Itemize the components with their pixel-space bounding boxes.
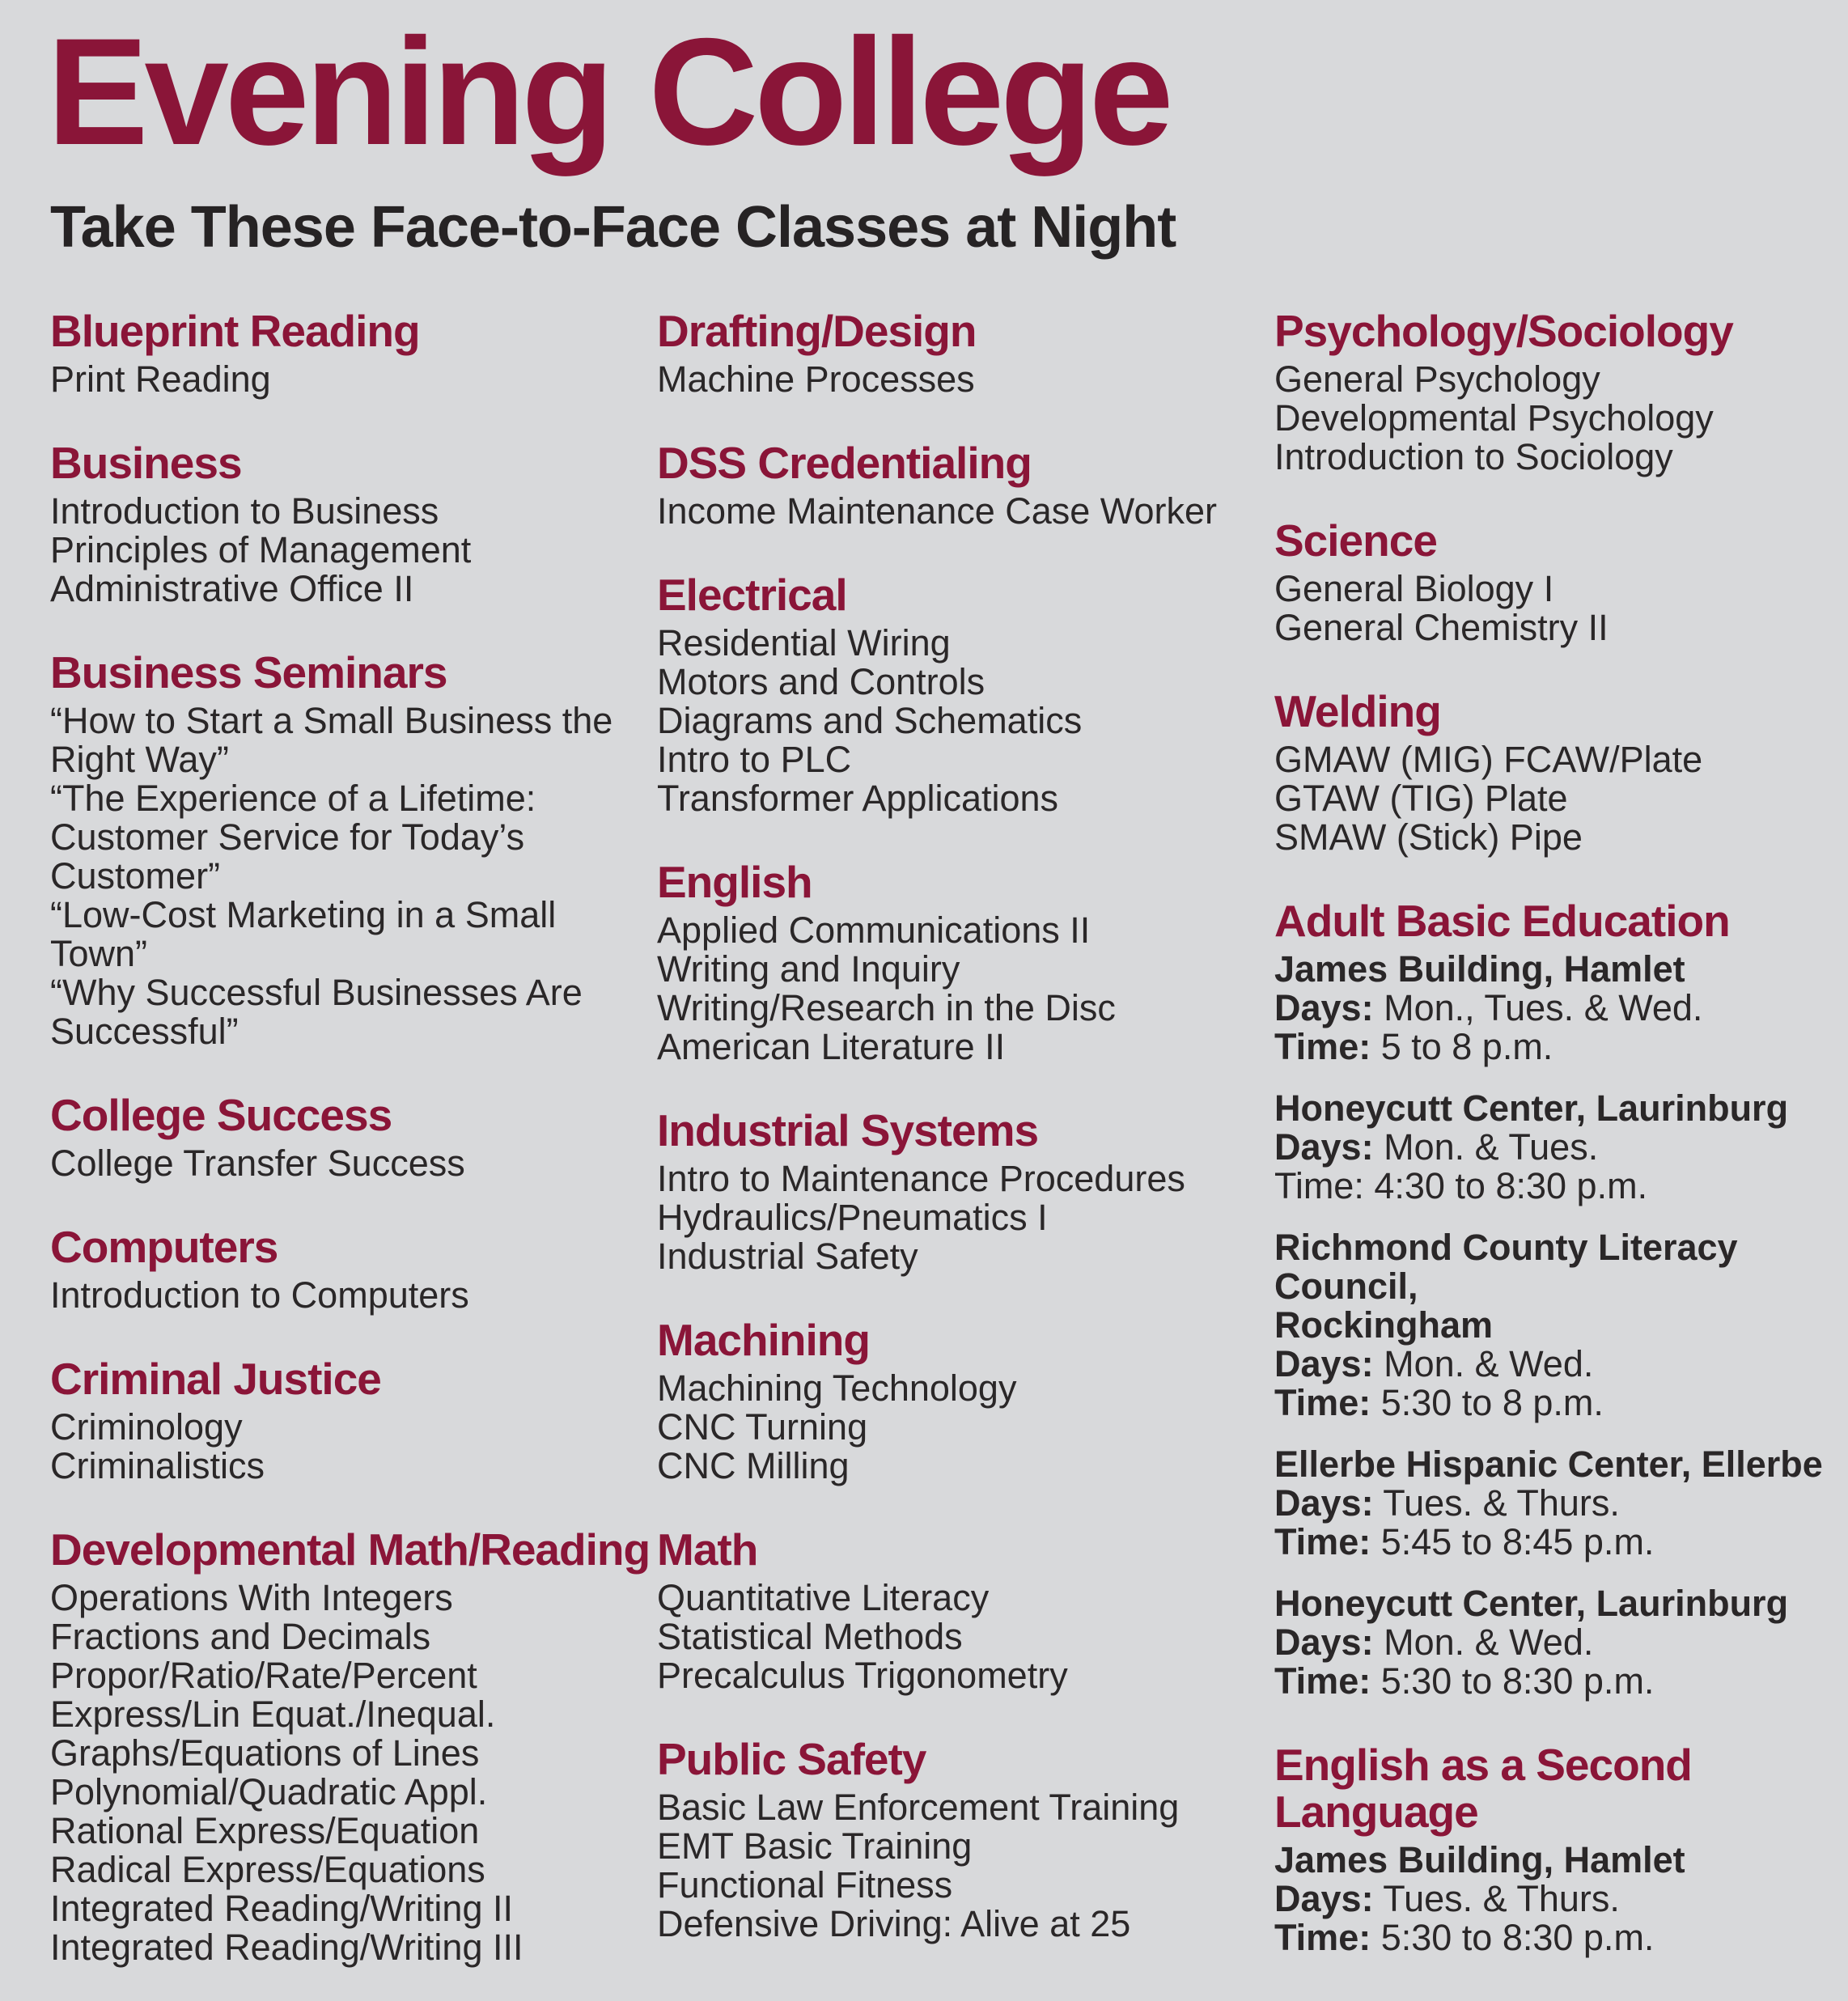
location-name: Honeycutt Center, Laurinburg — [1274, 1087, 1789, 1129]
course-item: Principles of Management — [50, 529, 472, 570]
course-item: Hydraulics/Pneumatics I — [657, 1197, 1048, 1238]
time-line: Time: 5 to 8 p.m. — [1274, 1026, 1553, 1067]
course-item: CNC Milling — [657, 1445, 850, 1486]
course-item: Customer” — [50, 855, 221, 897]
days-label: Days: — [1274, 1343, 1374, 1384]
section-heading-line: College Success — [50, 1090, 392, 1140]
section-heading-line: Science — [1274, 515, 1437, 566]
section-heading-line: Computers — [50, 1222, 278, 1272]
course-item: CNC Turning — [657, 1406, 868, 1448]
course-section — [1274, 517, 1848, 647]
course-item: Transformer Applications — [657, 778, 1059, 819]
location-name: Honeycutt Center, Laurinburg — [1274, 1583, 1789, 1624]
course-item: Administrative Office II — [50, 568, 414, 609]
time-line: Time: 5:30 to 8:30 p.m. — [1274, 1917, 1655, 1958]
section-heading — [50, 1092, 653, 1138]
course-item: Criminology — [50, 1406, 243, 1448]
course-item: Writing/Research in the Disc — [657, 987, 1116, 1028]
location-entry — [1274, 1228, 1848, 1422]
course-item: Rational Express/Equation — [50, 1810, 480, 1851]
course-section — [50, 439, 653, 608]
location-entry — [1274, 1445, 1848, 1562]
course-item: Graphs/Equations of Lines — [50, 1732, 480, 1774]
course-item: Applied Communications II — [657, 909, 1091, 951]
section-heading-line: Drafting/Design — [657, 306, 977, 356]
days-label: Days: — [1274, 1622, 1374, 1663]
section-heading-line: Math — [657, 1524, 758, 1575]
section-heading-line: English — [657, 857, 812, 907]
course-item: Residential Wiring — [657, 622, 951, 663]
course-item: Precalculus Trigonometry — [657, 1655, 1068, 1696]
section-heading-line: Developmental Math/Reading — [50, 1524, 651, 1575]
location-name: James Building, Hamlet — [1274, 948, 1685, 990]
course-item: Intro to PLC — [657, 739, 852, 780]
section-heading-line: Public Safety — [657, 1734, 926, 1784]
course-section — [50, 1092, 653, 1183]
course-item: Defensive Driving: Alive at 25 — [657, 1903, 1131, 1944]
section-heading — [657, 1107, 1260, 1154]
course-item: GMAW (MIG) FCAW/Plate — [1274, 739, 1703, 780]
section-heading — [1274, 688, 1848, 735]
course-item: General Psychology — [1274, 358, 1600, 400]
course-section — [1274, 1741, 1848, 1957]
course-item: “The Experience of a Lifetime: — [50, 778, 536, 819]
section-heading-line: Welding — [1274, 686, 1441, 736]
days-label: Days: — [1274, 1126, 1374, 1168]
time-line: Time: 5:30 to 8:30 p.m. — [1274, 1660, 1655, 1702]
section-heading-line: Blueprint Reading — [50, 306, 420, 356]
days-line: Days: Mon., Tues. & Wed. — [1274, 987, 1703, 1028]
section-heading — [657, 439, 1260, 486]
time-line: Time: 4:30 to 8:30 p.m. — [1274, 1165, 1648, 1206]
section-heading — [657, 1526, 1260, 1573]
location-entry — [1274, 1584, 1848, 1701]
course-item: Fractions and Decimals — [50, 1616, 431, 1657]
days-line: Days: Mon. & Wed. — [1274, 1622, 1594, 1663]
section-heading — [657, 1316, 1260, 1363]
location-entry — [1274, 1089, 1848, 1206]
course-item: “Why Successful Businesses Are — [50, 972, 583, 1013]
section-heading-line: Electrical — [657, 570, 847, 620]
course-item: Town” — [50, 933, 148, 974]
section-heading-line: Language — [1274, 1787, 1478, 1837]
time-label: Time: — [1274, 1026, 1371, 1067]
course-item: Industrial Safety — [657, 1236, 918, 1277]
section-heading — [50, 439, 653, 486]
section-heading — [657, 307, 1260, 354]
section-heading-line: Business — [50, 438, 242, 488]
course-item: Quantitative Literacy — [657, 1577, 990, 1618]
course-item: GTAW (TIG) Plate — [1274, 778, 1568, 819]
course-section — [657, 1736, 1260, 1944]
course-item: Propor/Ratio/Rate/Percent — [50, 1655, 477, 1696]
time-line: Time: 5:30 to 8 p.m. — [1274, 1382, 1604, 1423]
section-heading — [50, 1526, 653, 1573]
course-section — [50, 649, 653, 1051]
time-label: Time: — [1274, 1660, 1371, 1702]
section-heading-line: Industrial Systems — [657, 1105, 1039, 1155]
days-label: Days: — [1274, 1482, 1374, 1524]
course-section — [1274, 688, 1848, 857]
course-column-1 — [50, 307, 653, 2001]
section-heading-line: English as a Second — [1274, 1740, 1692, 1790]
course-item: SMAW (Stick) Pipe — [1274, 816, 1583, 858]
course-section — [657, 1107, 1260, 1276]
location-name: Rockingham — [1274, 1304, 1494, 1346]
course-item: Integrated Reading/Writing II — [50, 1888, 513, 1929]
time-label: Time: — [1274, 1382, 1371, 1423]
course-section — [657, 307, 1260, 399]
course-section — [50, 1526, 653, 1967]
section-heading-line: Business Seminars — [50, 647, 447, 697]
section-heading — [1274, 517, 1848, 564]
section-heading-line: Criminal Justice — [50, 1354, 381, 1404]
section-heading — [1274, 897, 1848, 944]
course-item: Integrated Reading/Writing III — [50, 1927, 523, 1968]
course-item: Criminalistics — [50, 1445, 265, 1486]
section-heading — [50, 1355, 653, 1402]
course-item: Developmental Psychology — [1274, 397, 1714, 439]
course-item: Diagrams and Schematics — [657, 700, 1083, 741]
location-name: Ellerbe Hispanic Center, Ellerbe — [1274, 1444, 1823, 1485]
course-item: Successful” — [50, 1011, 239, 1052]
course-item: Customer Service for Today’s — [50, 816, 525, 858]
time-line: Time: 5:45 to 8:45 p.m. — [1274, 1521, 1655, 1562]
course-item: Machining Technology — [657, 1367, 1017, 1409]
section-heading-line: Adult Basic Education — [1274, 896, 1730, 946]
section-heading — [1274, 1741, 1848, 1835]
page-title: Evening College — [47, 6, 1170, 176]
location-entry — [1274, 1841, 1848, 1957]
course-item: “Low-Cost Marketing in a Small — [50, 894, 557, 935]
time-label: Time: — [1274, 1917, 1371, 1958]
course-item: Right Way” — [50, 739, 229, 780]
course-item: Statistical Methods — [657, 1616, 963, 1657]
course-item: Introduction to Sociology — [1274, 436, 1673, 477]
course-item: Introduction to Business — [50, 490, 439, 532]
course-item: American Literature II — [657, 1026, 1006, 1067]
course-section — [50, 1355, 653, 1486]
course-item: Operations With Integers — [50, 1577, 453, 1618]
days-line: Days: Mon. & Tues. — [1274, 1126, 1599, 1168]
section-heading — [657, 1736, 1260, 1783]
time-label: Time: — [1274, 1521, 1371, 1562]
location-name: James Building, Hamlet — [1274, 1839, 1685, 1880]
course-item: EMT Basic Training — [657, 1825, 973, 1867]
course-item: Introduction to Computers — [50, 1274, 469, 1316]
course-item: Income Maintenance Case Worker — [657, 490, 1217, 532]
course-item: Functional Fitness — [657, 1864, 953, 1906]
course-section — [657, 439, 1260, 531]
course-item: Motors and Controls — [657, 661, 985, 702]
course-section — [657, 1316, 1260, 1486]
section-heading — [50, 1223, 653, 1270]
course-item: Radical Express/Equations — [50, 1849, 485, 1890]
course-item: College Transfer Success — [50, 1143, 465, 1184]
course-section — [1274, 307, 1848, 477]
course-item: Print Reading — [50, 358, 271, 400]
course-item: “How to Start a Small Business the — [50, 700, 613, 741]
course-column-2 — [657, 307, 1260, 1984]
course-section — [1274, 897, 1848, 1701]
course-item: Express/Lin Equat./Inequal. — [50, 1694, 496, 1735]
section-heading-line: Psychology/Sociology — [1274, 306, 1733, 356]
days-line: Days: Tues. & Thurs. — [1274, 1482, 1620, 1524]
course-section — [657, 571, 1260, 818]
days-label: Days: — [1274, 987, 1374, 1028]
section-heading — [1274, 307, 1848, 354]
location-name: Richmond County Literacy Council, — [1274, 1227, 1738, 1307]
section-heading — [657, 571, 1260, 618]
course-item: General Biology I — [1274, 568, 1554, 609]
section-heading — [657, 858, 1260, 905]
course-item: Intro to Maintenance Procedures — [657, 1158, 1185, 1199]
section-heading-line: Machining — [657, 1315, 870, 1365]
course-item: Writing and Inquiry — [657, 948, 960, 990]
course-section — [657, 858, 1260, 1066]
course-section — [50, 307, 653, 399]
days-label: Days: — [1274, 1878, 1374, 1919]
section-heading — [50, 649, 653, 696]
days-line: Days: Mon. & Wed. — [1274, 1343, 1594, 1384]
course-section — [50, 1223, 653, 1315]
course-item: General Chemistry II — [1274, 607, 1609, 648]
page-subtitle: Take These Face-to-Face Classes at Night — [50, 195, 1176, 260]
course-column-3 — [1274, 307, 1848, 1998]
location-entry — [1274, 950, 1848, 1066]
section-heading — [50, 307, 653, 354]
course-section — [657, 1526, 1260, 1695]
course-item: Polynomial/Quadratic Appl. — [50, 1771, 488, 1812]
course-item: Machine Processes — [657, 358, 975, 400]
time-label: Time: — [1274, 1165, 1364, 1206]
section-heading-line: DSS Credentialing — [657, 438, 1032, 488]
days-line: Days: Tues. & Thurs. — [1274, 1878, 1620, 1919]
course-item: Basic Law Enforcement Training — [657, 1787, 1180, 1828]
